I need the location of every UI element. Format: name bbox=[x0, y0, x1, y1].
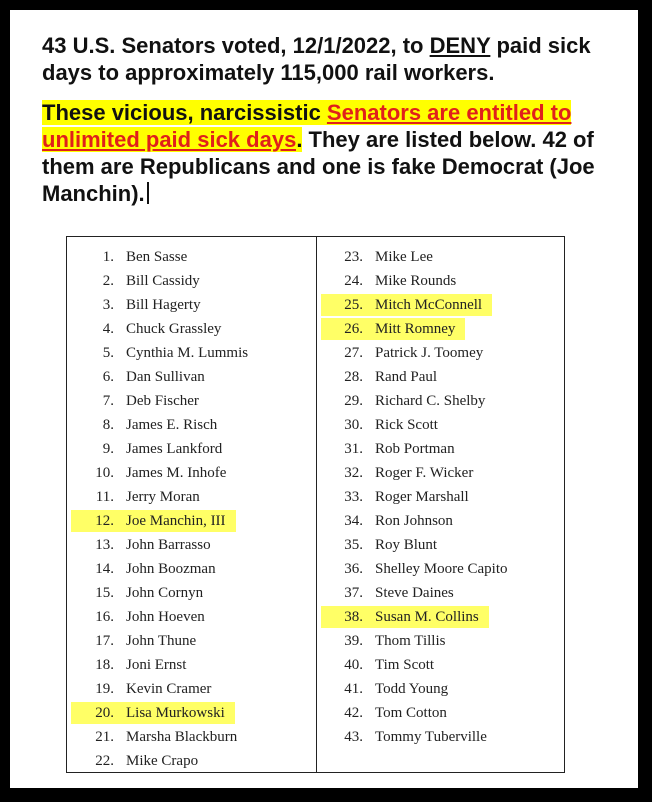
senator-name: Cynthia M. Lummis bbox=[126, 344, 249, 361]
senator-row bbox=[67, 317, 316, 341]
senator-number: 3. bbox=[102, 296, 114, 313]
senator-number: 28. bbox=[344, 368, 363, 385]
senator-row bbox=[317, 413, 564, 437]
intro-text-start: 43 U.S. Senators voted, 12/1/2022, to bbox=[42, 33, 430, 58]
senator-entry bbox=[71, 273, 200, 290]
senator-number: 41. bbox=[344, 680, 363, 697]
senator-entry bbox=[71, 561, 216, 578]
senator-name: Joe Manchin, III bbox=[126, 512, 226, 529]
senator-entry bbox=[71, 393, 199, 410]
senator-row bbox=[67, 389, 316, 413]
deny-word: DENY bbox=[429, 33, 491, 58]
senator-number: 33. bbox=[344, 488, 363, 505]
senator-row bbox=[67, 653, 316, 677]
senator-number: 19. bbox=[95, 680, 114, 697]
senator-entry bbox=[71, 297, 201, 314]
senator-entry bbox=[71, 729, 237, 746]
senator-number: 27. bbox=[344, 344, 363, 361]
senator-name: Tommy Tuberville bbox=[375, 728, 487, 745]
senator-number: 16. bbox=[95, 608, 114, 625]
senator-row-highlighted bbox=[317, 293, 564, 317]
senator-row bbox=[67, 629, 316, 653]
senator-row bbox=[67, 245, 316, 269]
headline-text bbox=[42, 32, 632, 207]
senator-entry bbox=[71, 249, 187, 266]
senator-name: Roger F. Wicker bbox=[375, 464, 474, 481]
senator-entry bbox=[71, 537, 211, 554]
senator-name: Bill Cassidy bbox=[126, 272, 200, 289]
senator-entry bbox=[321, 273, 456, 290]
senator-number: 4. bbox=[102, 320, 114, 337]
senator-entry bbox=[71, 609, 205, 626]
senator-number: 23. bbox=[344, 248, 363, 265]
senator-number: 18. bbox=[95, 656, 114, 673]
senator-entry bbox=[71, 441, 222, 458]
senator-row-highlighted bbox=[317, 605, 564, 629]
senator-row bbox=[67, 533, 316, 557]
senator-entry bbox=[321, 681, 448, 698]
senator-number: 12. bbox=[95, 512, 114, 529]
senator-number: 31. bbox=[344, 440, 363, 457]
senator-entry bbox=[71, 369, 205, 386]
senator-name: Ron Johnson bbox=[375, 512, 453, 529]
senator-number: 7. bbox=[102, 392, 114, 409]
senator-entry bbox=[321, 417, 438, 434]
senator-entry bbox=[321, 633, 445, 650]
senator-row-highlighted bbox=[317, 317, 564, 341]
senator-entry bbox=[71, 681, 211, 698]
senator-number: 2. bbox=[102, 272, 114, 289]
senator-number: 39. bbox=[344, 632, 363, 649]
senator-name: Steve Daines bbox=[375, 584, 454, 601]
senator-row bbox=[317, 653, 564, 677]
senator-entry bbox=[71, 633, 196, 650]
senator-entry bbox=[71, 657, 186, 674]
senator-name: James Lankford bbox=[126, 440, 223, 457]
commentary-paragraph bbox=[42, 99, 632, 207]
senator-row bbox=[317, 269, 564, 293]
senator-row bbox=[67, 677, 316, 701]
intro-paragraph bbox=[42, 32, 632, 86]
senator-number: 6. bbox=[102, 368, 114, 385]
senator-number: 24. bbox=[344, 272, 363, 289]
senator-name: Todd Young bbox=[375, 680, 449, 697]
senator-name: John Hoeven bbox=[126, 608, 205, 625]
senator-entry bbox=[321, 513, 453, 530]
senator-number: 11. bbox=[95, 488, 114, 505]
senator-name: Mike Lee bbox=[375, 248, 433, 265]
senator-row bbox=[317, 341, 564, 365]
senator-number: 21. bbox=[95, 728, 114, 745]
senator-name: Thom Tillis bbox=[375, 632, 446, 649]
senator-entry bbox=[321, 606, 489, 628]
senator-number: 5. bbox=[102, 344, 114, 361]
senator-number: 9. bbox=[102, 440, 114, 457]
senator-row bbox=[67, 293, 316, 317]
senator-entry bbox=[321, 561, 507, 578]
senator-entry bbox=[71, 321, 221, 338]
senator-name: James E. Risch bbox=[126, 416, 218, 433]
senator-number: 36. bbox=[344, 560, 363, 577]
senator-name: Dan Sullivan bbox=[126, 368, 205, 385]
senator-row bbox=[317, 461, 564, 485]
senator-entry bbox=[71, 753, 198, 770]
senator-row bbox=[67, 725, 316, 749]
senator-name: Susan M. Collins bbox=[375, 608, 479, 625]
senator-name: Mike Crapo bbox=[126, 752, 199, 769]
senator-name: Ben Sasse bbox=[126, 248, 188, 265]
senator-row bbox=[317, 245, 564, 269]
commentary-rest: They are listed below. 42 of them are Republicans and one is fake Democrat (Joe Manchin). bbox=[42, 127, 595, 206]
senator-row bbox=[317, 557, 564, 581]
senator-entry bbox=[321, 657, 434, 674]
senator-row bbox=[317, 365, 564, 389]
senator-entry bbox=[321, 465, 473, 482]
senator-number: 10. bbox=[95, 464, 114, 481]
senator-number: 40. bbox=[344, 656, 363, 673]
senator-number: 29. bbox=[344, 392, 363, 409]
senator-entry bbox=[321, 294, 492, 316]
senator-name: John Thune bbox=[126, 632, 197, 649]
senator-number: 43. bbox=[344, 728, 363, 745]
left-column bbox=[67, 237, 317, 772]
senator-number: 13. bbox=[95, 536, 114, 553]
senator-row bbox=[317, 509, 564, 533]
right-column bbox=[317, 237, 564, 772]
senator-number: 15. bbox=[95, 584, 114, 601]
senator-number: 32. bbox=[344, 464, 363, 481]
senator-row bbox=[67, 437, 316, 461]
senator-name: Tom Cotton bbox=[375, 704, 447, 721]
senator-row bbox=[67, 605, 316, 629]
senator-name: Lisa Murkowski bbox=[126, 704, 225, 721]
text-cursor bbox=[147, 182, 149, 204]
senator-number: 35. bbox=[344, 536, 363, 553]
senator-number: 20. bbox=[95, 704, 114, 721]
senator-name: Mitt Romney bbox=[375, 320, 456, 337]
senator-number: 34. bbox=[344, 512, 363, 529]
senator-entry bbox=[71, 510, 236, 532]
senator-row bbox=[317, 701, 564, 725]
senator-number: 38. bbox=[344, 608, 363, 625]
senator-entry bbox=[321, 705, 447, 722]
senator-name: Patrick J. Toomey bbox=[375, 344, 484, 361]
left-senator-list bbox=[67, 245, 316, 773]
senator-entry bbox=[321, 369, 437, 386]
senator-row bbox=[317, 437, 564, 461]
senator-name: Roy Blunt bbox=[375, 536, 438, 553]
senator-entry bbox=[71, 345, 248, 362]
senator-row bbox=[317, 581, 564, 605]
senator-number: 17. bbox=[95, 632, 114, 649]
senator-entry bbox=[71, 489, 200, 506]
senator-entry bbox=[321, 729, 487, 746]
senator-entry bbox=[321, 249, 433, 266]
senator-entry bbox=[321, 441, 455, 458]
senator-number: 8. bbox=[102, 416, 114, 433]
senator-row bbox=[67, 365, 316, 389]
senator-row bbox=[67, 413, 316, 437]
senator-name: Richard C. Shelby bbox=[375, 392, 486, 409]
senator-name: John Boozman bbox=[126, 560, 216, 577]
document-page bbox=[10, 10, 638, 788]
senator-row bbox=[317, 389, 564, 413]
senator-name: Tim Scott bbox=[375, 656, 435, 673]
senator-name: Kevin Cramer bbox=[126, 680, 212, 697]
senator-row bbox=[317, 677, 564, 701]
senator-number: 1. bbox=[102, 248, 114, 265]
right-senator-list bbox=[317, 245, 564, 749]
senator-row bbox=[67, 581, 316, 605]
senator-name: Mitch McConnell bbox=[375, 296, 483, 313]
senator-entry bbox=[71, 417, 217, 434]
senator-row bbox=[317, 725, 564, 749]
senator-name: Mike Rounds bbox=[375, 272, 457, 289]
senator-name: James M. Inhofe bbox=[126, 464, 227, 481]
highlighted-phrase: These vicious, narcissistic bbox=[42, 100, 327, 125]
senator-name: Rick Scott bbox=[375, 416, 438, 433]
senator-list-table bbox=[66, 236, 565, 773]
senator-entry bbox=[321, 393, 485, 410]
highlighted-period: . bbox=[296, 127, 303, 152]
senator-name: Roger Marshall bbox=[375, 488, 469, 505]
senator-name: Rand Paul bbox=[375, 368, 438, 385]
senator-entry bbox=[71, 465, 226, 482]
senator-number: 37. bbox=[344, 584, 363, 601]
senator-row-highlighted bbox=[67, 701, 316, 725]
senator-number: 30. bbox=[344, 416, 363, 433]
senator-row bbox=[67, 485, 316, 509]
senator-row bbox=[317, 533, 564, 557]
senator-name: Rob Portman bbox=[375, 440, 455, 457]
senator-name: Deb Fischer bbox=[126, 392, 199, 409]
senator-row bbox=[67, 461, 316, 485]
senator-row bbox=[67, 269, 316, 293]
senator-name: Shelley Moore Capito bbox=[375, 560, 508, 577]
senator-row bbox=[67, 557, 316, 581]
red-underlined-phrase: Senators are entitled to unlimited paid sick days bbox=[42, 100, 572, 152]
senator-name: John Cornyn bbox=[126, 584, 204, 601]
senator-name: Bill Hagerty bbox=[126, 296, 201, 313]
senator-entry bbox=[321, 318, 465, 340]
senator-name: Chuck Grassley bbox=[126, 320, 222, 337]
senator-name: Marsha Blackburn bbox=[126, 728, 238, 745]
senator-row-highlighted bbox=[67, 509, 316, 533]
senator-number: 22. bbox=[95, 752, 114, 769]
senator-number: 25. bbox=[344, 296, 363, 313]
senator-number: 42. bbox=[344, 704, 363, 721]
senator-number: 14. bbox=[95, 560, 114, 577]
senator-row bbox=[317, 629, 564, 653]
senator-entry bbox=[321, 585, 454, 602]
senator-row bbox=[67, 341, 316, 365]
senator-row bbox=[67, 749, 316, 773]
senator-number: 26. bbox=[344, 320, 363, 337]
senator-entry bbox=[321, 537, 437, 554]
senator-name: Joni Ernst bbox=[126, 656, 187, 673]
senator-entry bbox=[321, 489, 469, 506]
senator-row bbox=[317, 485, 564, 509]
senator-entry bbox=[71, 585, 203, 602]
senator-name: Jerry Moran bbox=[126, 488, 200, 505]
senator-entry bbox=[321, 345, 483, 362]
senator-name: John Barrasso bbox=[126, 536, 211, 553]
senator-entry bbox=[71, 702, 235, 724]
intro-text-end: paid sick days to approximately 115,000 rail workers. bbox=[42, 33, 591, 85]
